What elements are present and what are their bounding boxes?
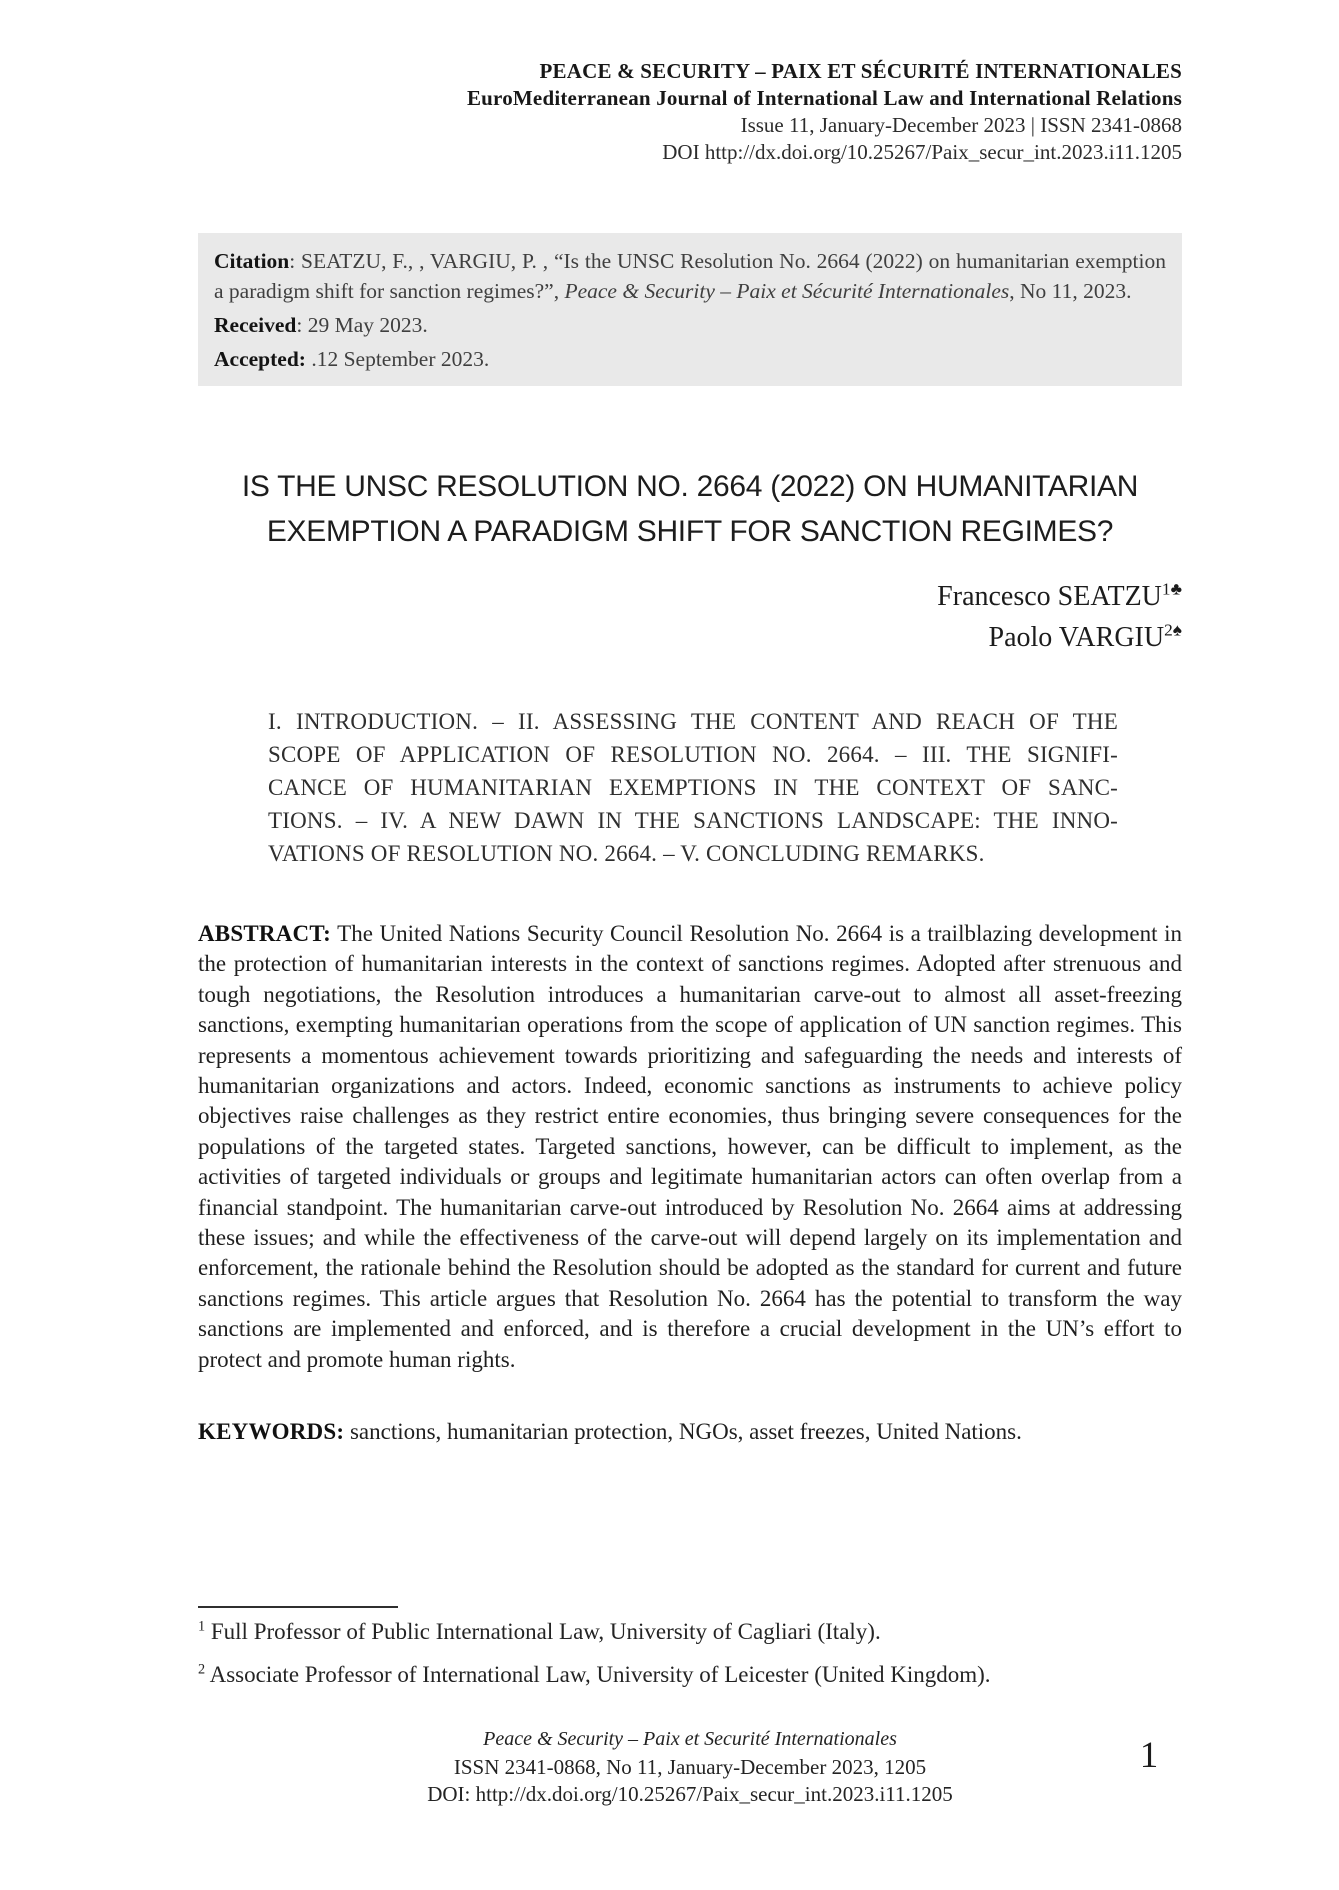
author-footnote-ref: 1 (1161, 579, 1171, 599)
footnote-ref: 2 (198, 1661, 206, 1678)
author-line (198, 617, 1182, 658)
header-journal-title: PEACE & SECURITY – PAIX ET SÉCURITÉ INTERNATIONALES (539, 59, 1182, 83)
footnote-item (198, 1660, 1182, 1689)
footer-journal-name: Peace & Security – Paix et Securité Internationales (483, 1728, 897, 1750)
abstract-text: The United Nations Security Council Resolution No. 2664 is a trailblazing development in the protection of humanitarian interests in the context of sanctions regimes. Adopted after strenuous and tough negotiations, the Resolution introduces a humanitarian carve-out to almost all asset-freezing sanctions, exempting humanitarian operations from the scope of application of UN sanction regimes. This represents a momentous achievement towards prioritizing and safeguarding the needs and interests of humanitarian organizations and actors. Indeed, economic sanctions as instruments to achieve policy objectives raise challenges as they restrict entire economies, thus bringing severe consequences for the populations of the targeted states. Targeted sanctions, however, can be difficult to implement, as the activities of targeted individuals or groups and legitimate humanitarian actors can often overlap from a financial standpoint. The humanitarian carve-out introduced by Resolution No. 2664 aims at addressing these issues; and while the effectiveness of the carve-out will depend largely on its implementation and enforcement, the rationale behind the Resolution should be adopted as the standard for current and future sanctions regimes. This article argues that Resolution No. 2664 has the potential to transform the way sanctions are implemented and enforced, and is therefore a crucial development in the UN’s effort to protect and promote human rights. (198, 921, 1182, 1372)
footnote-text: Associate Professor of International Law, University of Leicester (United Kingdom). (205, 1662, 991, 1687)
outline-line: I. INTRODUCTION. – II. ASSESSING THE CONTENT AND REACH OF THE (268, 709, 1118, 734)
abstract-paragraph (198, 919, 1182, 1375)
footnote-separator (198, 1606, 398, 1608)
club-suit-icon: ♣ (1170, 579, 1182, 599)
title-line-2: EXEMPTION A PARADIGM SHIFT FOR SANCTION REGIMES? (266, 515, 1114, 548)
author-line (198, 576, 1182, 617)
header-doi-line: DOI http://dx.doi.org/10.25267/Paix_secur_int.2023.i11.1205 (662, 140, 1182, 164)
received-line (214, 310, 1166, 340)
keywords-paragraph (198, 1417, 1182, 1447)
keywords-label: KEYWORDS: (198, 1419, 345, 1444)
citation-line (214, 246, 1166, 306)
footnote-text: Full Professor of Public International Law, University of Cagliari (Italy). (205, 1619, 881, 1644)
footnote-item (198, 1617, 1182, 1646)
footnotes-block (198, 1617, 1182, 1703)
page-number: 1 (1139, 1735, 1159, 1776)
accepted-value: .12 September 2023. (305, 347, 490, 371)
received-label: Received (214, 313, 297, 337)
author-block (198, 576, 1182, 658)
header-journal-subtitle: EuroMediterranean Journal of International Law and International Relations (466, 86, 1182, 110)
outline-line: VATIONS OF RESOLUTION NO. 2664. – V. CONCLUDING REMARKS. (268, 841, 985, 866)
outline-line: CANCE OF HUMANITARIAN EXEMPTIONS IN THE CONTEXT OF SANC- (268, 775, 1118, 800)
citation-text-tail: , No 11, 2023. (1009, 279, 1132, 303)
page-footer (198, 1726, 1182, 1809)
spade-suit-icon: ♠ (1172, 620, 1182, 640)
keywords-text: sanctions, humanitarian protection, NGOs, asset freezes, United Nations. (344, 1419, 1022, 1444)
accepted-line (214, 344, 1166, 374)
citation-text: : SEATZU, F., , VARGIU, P. , “Is the UNSC Resolution No. 2664 (2022) on humanitarian exemption a paradigm shift for sanction regimes?”, (214, 249, 1166, 303)
header-issue-line: Issue 11, January-December 2023 | ISSN 2341-0868 (740, 113, 1182, 137)
citation-label: Citation (214, 249, 290, 273)
article-title (98, 464, 1282, 554)
abstract-label: ABSTRACT: (198, 921, 332, 946)
article-outline (268, 705, 1118, 870)
footer-doi-line: DOI: http://dx.doi.org/10.25267/Paix_secur_int.2023.i11.1205 (427, 1782, 953, 1806)
footer-issn-line: ISSN 2341-0868, No 11, January-December 2023, 1205 (453, 1754, 927, 1779)
outline-line: TIONS. – IV. A NEW DAWN IN THE SANCTIONS LANDSCAPE: THE INNO- (268, 808, 1118, 833)
author-footnote-ref: 2 (1164, 620, 1173, 640)
received-value: : 29 May 2023. (296, 313, 428, 337)
footnote-ref: 1 (198, 1618, 206, 1635)
title-line-1: IS THE UNSC RESOLUTION NO. 2664 (2022) ON HUMANITARIAN (241, 470, 1139, 503)
citation-box (198, 233, 1182, 386)
outline-line: SCOPE OF APPLICATION OF RESOLUTION NO. 2664. – III. THE SIGNIFI- (268, 742, 1118, 767)
journal-header (158, 58, 1182, 166)
author-name: Paolo VARGIU (988, 622, 1165, 653)
citation-journal-name: Peace & Security – Paix et Sécurité Internationales (564, 279, 1010, 303)
accepted-label: Accepted: (214, 347, 306, 371)
author-name: Francesco SEATZU (937, 581, 1162, 612)
